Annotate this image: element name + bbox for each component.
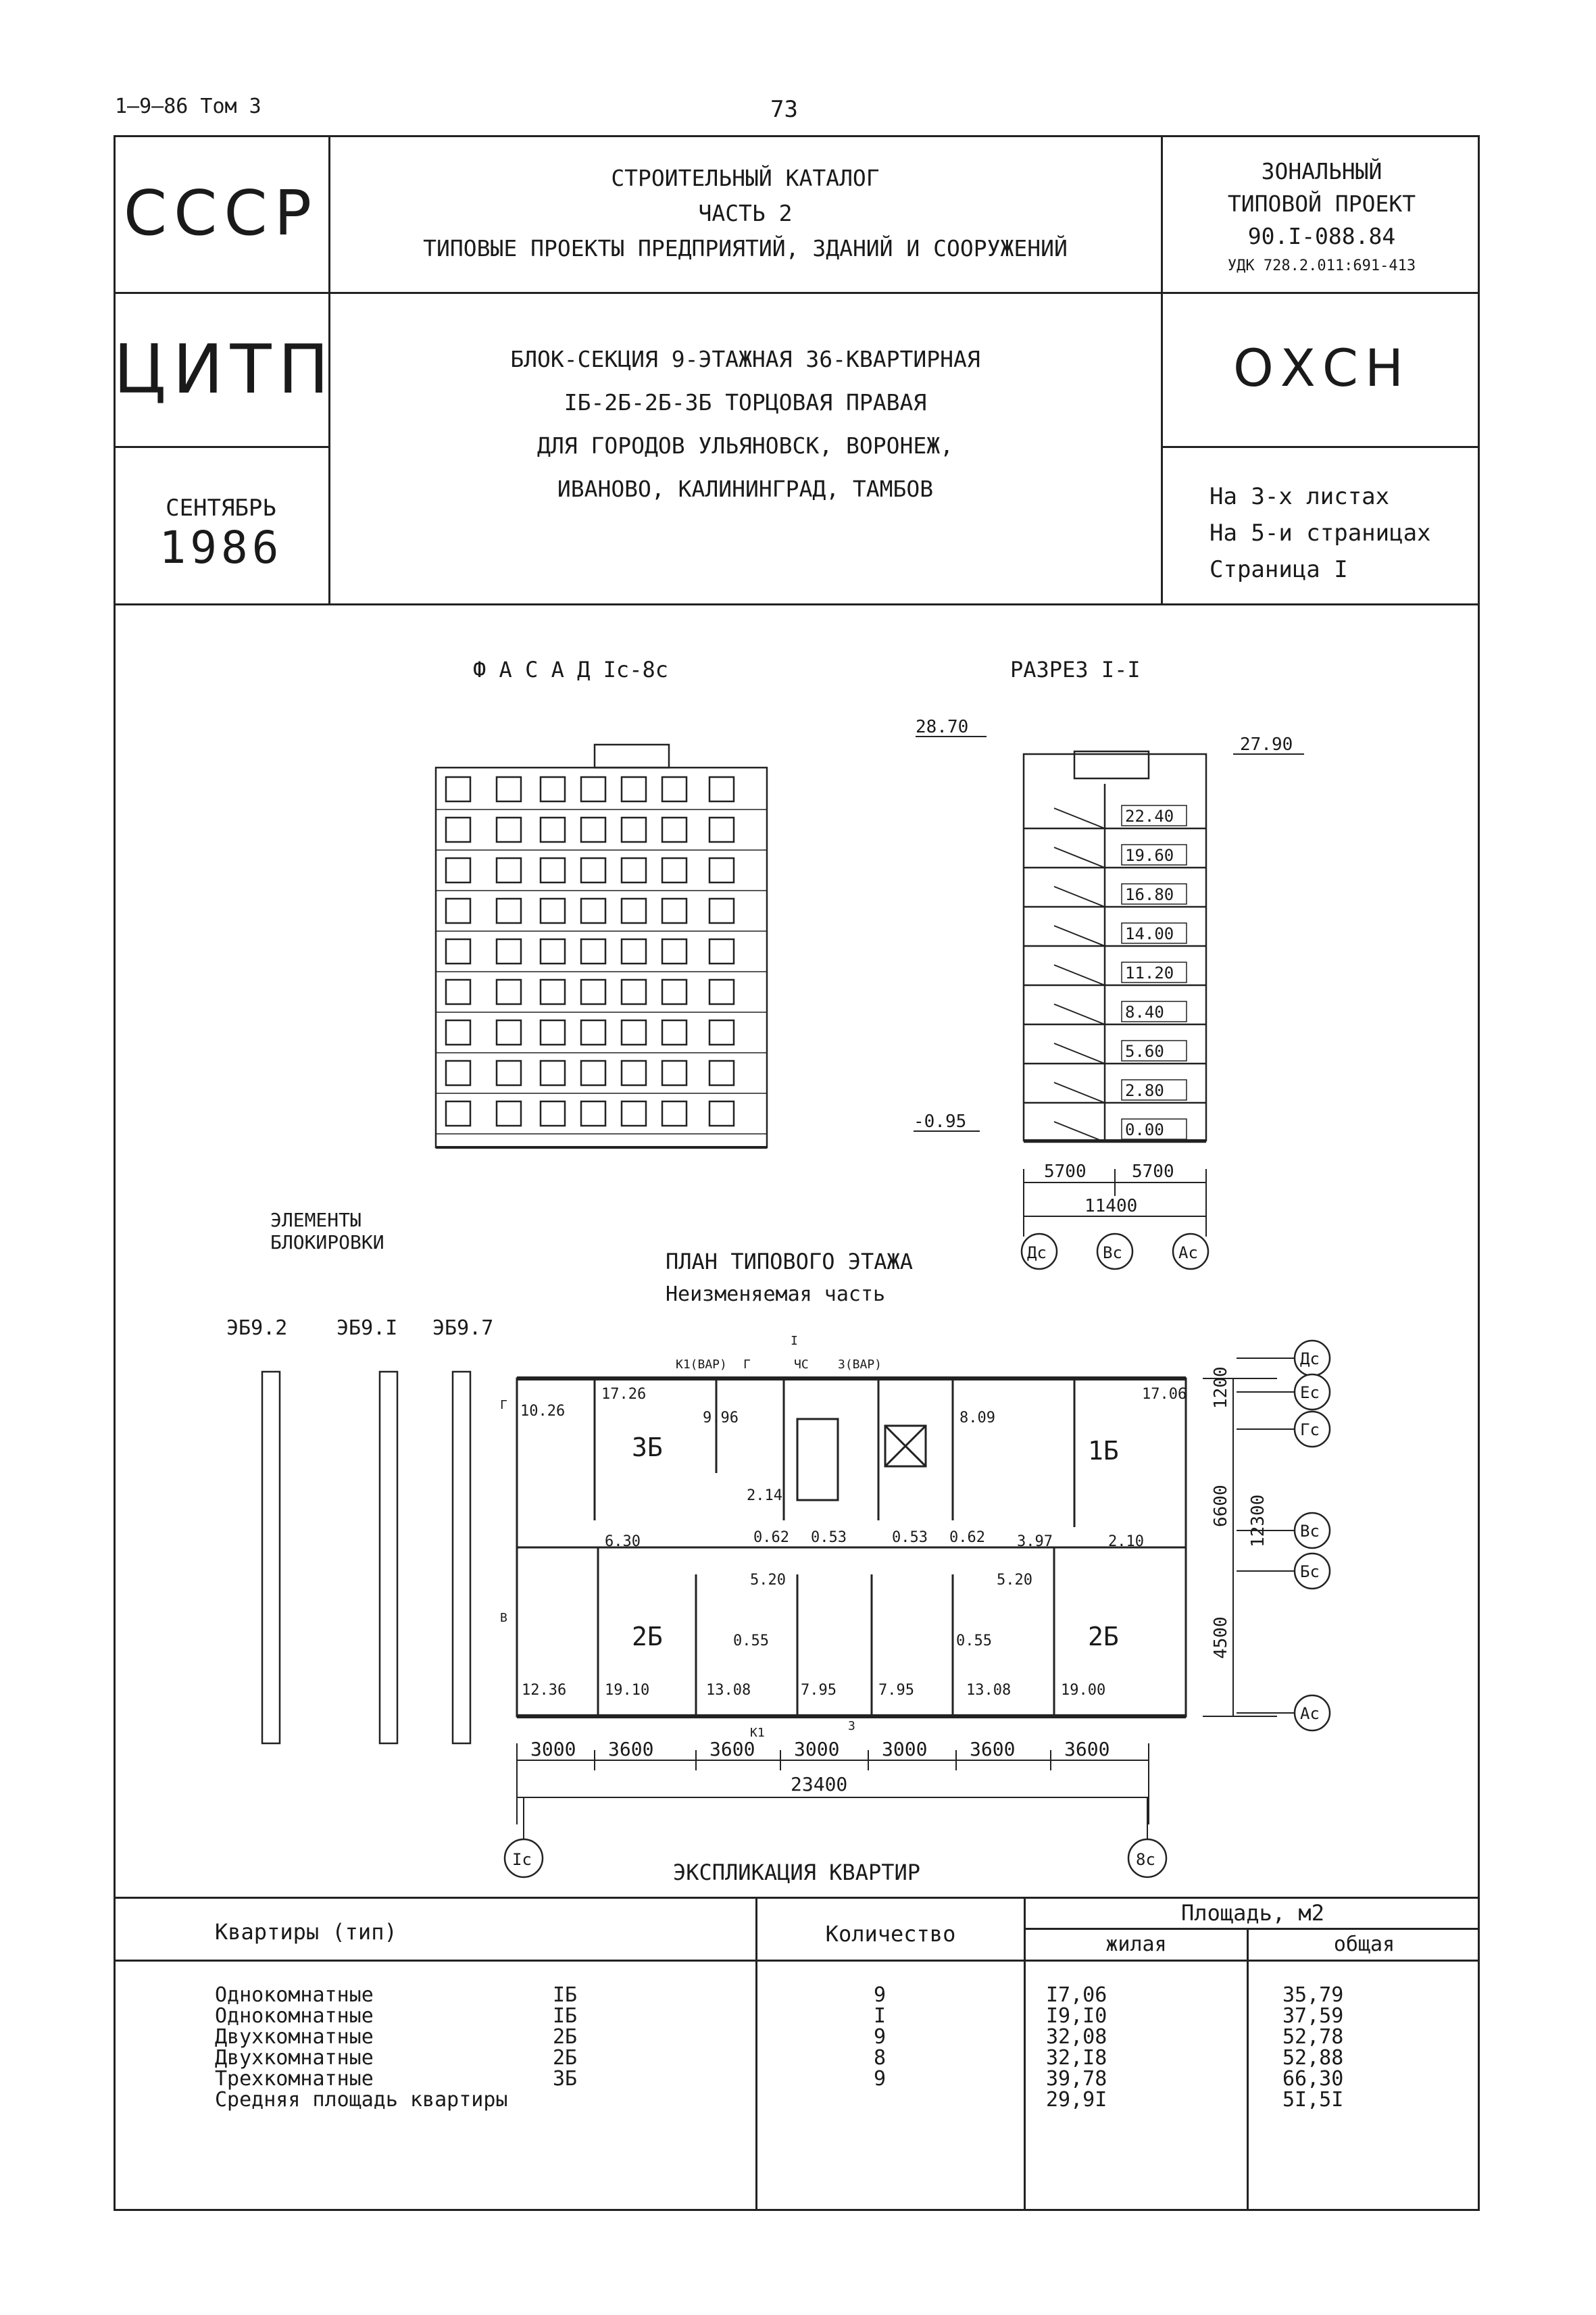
room-area: 7.95 (878, 1682, 914, 1699)
section-drawing (1024, 751, 1206, 1142)
facade-window (581, 1101, 605, 1126)
facade-window (622, 858, 646, 882)
plan-axis-right: Вс (1300, 1522, 1320, 1541)
facade-window (541, 858, 565, 882)
facade-window (622, 1061, 646, 1085)
facade-window (622, 818, 646, 842)
facade-window (446, 858, 470, 882)
apartment-type: 3Б (553, 2067, 578, 2091)
plan-dimensions (517, 1366, 1268, 1795)
facade-window (497, 1101, 521, 1126)
plan-dimension-vertical: 4500 (1211, 1616, 1231, 1659)
facade-window (622, 899, 646, 923)
facade-window (541, 1020, 565, 1045)
section-axis-a: Ас (1178, 1243, 1198, 1262)
pages-count: На 5-и страницах (1210, 520, 1431, 547)
living-area: 32,I8 (1046, 2046, 1107, 2070)
catalog-line-3: ТИПОВЫЕ ПРОЕКТЫ ПРЕДПРИЯТИЙ, ЗДАНИЙ И СООРУЖЕНИЙ (423, 235, 1068, 262)
apartment-label: 1Б (1088, 1436, 1119, 1466)
facade-window (581, 777, 605, 801)
plan-axis-right: Дс (1300, 1349, 1320, 1368)
table-row (215, 2006, 1472, 2027)
catalog-line-2: ЧАСТЬ 2 (698, 200, 793, 226)
facade-window (662, 980, 687, 1004)
title-line-3: ДЛЯ ГОРОДОВ УЛЬЯНОВСК, ВОРОНЕЖ, (537, 432, 953, 459)
facade-window (541, 818, 565, 842)
facade-window (662, 939, 687, 964)
facade-window (622, 1020, 646, 1045)
facade-window (541, 1101, 565, 1126)
section-axis-v: Вс (1103, 1243, 1122, 1262)
total-area: 35,79 (1282, 1983, 1344, 2007)
section-dim-right: 5700 (1132, 1162, 1174, 1182)
room-area: 0.62 (753, 1529, 789, 1546)
living-area: I7,06 (1046, 1983, 1107, 2007)
facade-window (709, 1061, 734, 1085)
room-area: 2.10 (1108, 1533, 1144, 1550)
facade-window (709, 858, 734, 882)
explication-title: ЭКСПЛИКАЦИЯ КВАРТИР (672, 1860, 921, 1885)
living-area: I9,I0 (1046, 2004, 1107, 2028)
room-area: 13.08 (966, 1682, 1012, 1699)
udk-code: УДК 728.2.011:691-413 (1227, 257, 1416, 274)
blocking-element-3: ЭБ9.7 (432, 1316, 494, 1340)
section-level-label: 0.00 (1125, 1120, 1164, 1139)
facade-window (446, 1101, 470, 1126)
facade-window (622, 777, 646, 801)
total-area: 52,78 (1282, 2025, 1344, 2049)
living-area: 32,08 (1046, 2025, 1107, 2049)
sheets-count: На 3-х листах (1210, 483, 1390, 510)
plan-dimension: 3600 (970, 1738, 1016, 1760)
facade-window (662, 818, 687, 842)
facade-window (662, 1061, 687, 1085)
facade-window (446, 1061, 470, 1085)
section-level-label: 5.60 (1125, 1042, 1164, 1061)
plan-dimension: 3600 (709, 1738, 755, 1760)
apartment-type: 2Б (553, 2025, 578, 2049)
facade-window (581, 899, 605, 923)
plan-axes (505, 1341, 1330, 1877)
facade-window (446, 939, 470, 964)
plan-mark: В (500, 1611, 507, 1625)
section-level-label: 19.60 (1125, 846, 1174, 865)
table-top-line (114, 1897, 1480, 1899)
facade-window (662, 858, 687, 882)
facade-window (497, 1061, 521, 1085)
facade-title: Ф А С А Д Iс-8с (473, 657, 668, 682)
blocking-element-2: ЭБ9.I (336, 1316, 398, 1340)
table-head-line (114, 1960, 1480, 1962)
room-area: 12.36 (522, 1682, 567, 1699)
plan-mark: 3(ВАР) (838, 1358, 882, 1372)
blocking-title-2: БЛОКИРОВКИ (270, 1231, 384, 1253)
title-line-1: БЛОК-СЕКЦИЯ 9-ЭТАЖНАЯ 36-КВАРТИРНАЯ (510, 346, 980, 372)
facade-window (662, 777, 687, 801)
facade-window (581, 818, 605, 842)
apartment-count: 9 (874, 2025, 887, 2049)
total-area: 66,30 (1282, 2067, 1344, 2091)
table-row (215, 2090, 1472, 2111)
room-area: 8.09 (959, 1410, 995, 1426)
plan-mark: 3 (848, 1719, 855, 1733)
room-area: 19.00 (1061, 1682, 1106, 1699)
apartment-name: Однокомнатные (215, 2004, 374, 2028)
total-area: 5I,5I (1282, 2088, 1344, 2112)
room-area: 9.96 (703, 1410, 739, 1426)
facade-window (541, 1061, 565, 1085)
org-ussr: СССР (123, 177, 319, 249)
section-level-label: 11.20 (1125, 964, 1174, 982)
apartment-name: Однокомнатные (215, 1983, 374, 2007)
section-level-label: 16.80 (1125, 885, 1174, 904)
facade-window (662, 1020, 687, 1045)
section-top-right-level: 27.90 (1240, 735, 1293, 755)
apartment-type: 2Б (553, 2046, 578, 2070)
page-number: 73 (770, 96, 798, 123)
facade-window (446, 777, 470, 801)
col-header-area: Площадь, м2 (1181, 1900, 1324, 1926)
table-row (215, 2048, 1472, 2069)
facade-window (446, 899, 470, 923)
facade-window (446, 1020, 470, 1045)
room-area: 6.30 (605, 1533, 641, 1550)
facade-window (622, 939, 646, 964)
section-level-label: 2.80 (1125, 1081, 1164, 1100)
table-row (215, 1985, 1472, 2006)
room-area: 7.95 (801, 1682, 837, 1699)
facade-window (709, 777, 734, 801)
total-area: 37,59 (1282, 2004, 1344, 2028)
plan-dimension: 3000 (530, 1738, 576, 1760)
plan-dimension: 3000 (882, 1738, 928, 1760)
facade-window (497, 777, 521, 801)
facade-window (497, 818, 521, 842)
plan-dimension: 3000 (794, 1738, 840, 1760)
facade-window (541, 939, 565, 964)
plan-mark: К1 (750, 1726, 765, 1740)
room-area: 17.06 (1142, 1386, 1187, 1403)
section-level-label: 14.00 (1125, 924, 1174, 943)
facade-window (622, 980, 646, 1004)
apartment-label: 3Б (632, 1433, 663, 1462)
room-area: 2.14 (747, 1487, 782, 1504)
title-line-2: IБ-2Б-2Б-3Б ТОРЦОВАЯ ПРАВАЯ (564, 389, 927, 416)
facade-window (497, 1020, 521, 1045)
facade-window (709, 939, 734, 964)
project-line-2: ТИПОВОЙ ПРОЕКТ (1227, 191, 1416, 217)
plan-mark: I (791, 1334, 798, 1348)
plan-axis-right: Ас (1300, 1704, 1320, 1723)
apartment-label: 2Б (632, 1622, 663, 1651)
section-dim-left: 5700 (1044, 1162, 1087, 1182)
room-area: 0.55 (733, 1633, 769, 1649)
facade-window (662, 899, 687, 923)
plan-dimension-vertical: 6600 (1211, 1485, 1231, 1527)
facade-window (497, 939, 521, 964)
room-area: 0.53 (811, 1529, 847, 1546)
section-title: РАЗРЕЗ I-I (1010, 657, 1141, 682)
table-row (215, 2069, 1472, 2090)
facade-window (497, 858, 521, 882)
plan-dimension-vertical: 1200 (1211, 1366, 1231, 1409)
apartment-count: 8 (874, 2046, 887, 2070)
apartment-count: 9 (874, 1983, 887, 2007)
facade-window (581, 1061, 605, 1085)
project-line-1: ЗОНАЛЬНЫЙ (1261, 158, 1382, 184)
apartment-name: Двухкомнатные (215, 2046, 374, 2070)
facade-window (709, 1020, 734, 1045)
room-area: 0.53 (892, 1529, 928, 1546)
facade-window (581, 939, 605, 964)
apartment-type: IБ (553, 2004, 578, 2028)
room-area: 10.26 (520, 1403, 566, 1420)
total-area: 52,88 (1282, 2046, 1344, 2070)
section-top-left-level: 28.70 (916, 717, 969, 737)
plan-mark: К1(ВАР) (676, 1358, 727, 1372)
room-area: 5.20 (997, 1572, 1032, 1589)
plan-total-dimension: 23400 (791, 1773, 848, 1795)
project-code: ОХСН (1232, 338, 1411, 398)
plan-axis-bottom: Iс (512, 1850, 532, 1869)
facade-window (709, 1101, 734, 1126)
facade-window (541, 899, 565, 923)
facade-window (709, 980, 734, 1004)
table-row (215, 2027, 1472, 2048)
table-subhead-line (1024, 1928, 1480, 1930)
apartment-label: 2Б (1088, 1622, 1119, 1651)
plan-dimension: 3600 (1064, 1738, 1110, 1760)
section-level-label: 8.40 (1125, 1003, 1164, 1022)
apartment-type: IБ (553, 1983, 578, 2007)
month: СЕНТЯБРЬ (166, 495, 276, 522)
room-area: 17.26 (601, 1386, 647, 1403)
plan-axis-right: Ес (1300, 1383, 1320, 1402)
plan-title: ПЛАН ТИПОВОГО ЭТАЖА (666, 1249, 914, 1274)
section-level-label: 22.40 (1125, 807, 1174, 826)
plan-axis-right: Гс (1300, 1420, 1320, 1439)
col-header-total: общая (1333, 1933, 1395, 1956)
facade-window (446, 980, 470, 1004)
living-area: 39,78 (1046, 2067, 1107, 2091)
facade-window (709, 899, 734, 923)
facade-window (541, 777, 565, 801)
title-line-4: ИВАНОВО, КАЛИНИНГРАД, ТАМБОВ (557, 476, 934, 502)
plan-mark: ЧС (794, 1358, 809, 1372)
facade-window (581, 980, 605, 1004)
plan-mark: Г (743, 1358, 751, 1372)
plan-dimension-vertical: 12300 (1248, 1494, 1268, 1547)
room-area: 19.10 (605, 1682, 650, 1699)
facade-window (446, 818, 470, 842)
apartment-count: I (874, 2004, 887, 2028)
plan-axis-bottom: 8с (1136, 1850, 1155, 1869)
room-area: 13.08 (706, 1682, 751, 1699)
facade-window (581, 858, 605, 882)
room-area: 0.55 (956, 1633, 992, 1649)
section-axis-d: Дс (1027, 1243, 1047, 1262)
col-header-living: жилая (1105, 1933, 1167, 1956)
room-area: 0.62 (949, 1529, 985, 1546)
blocking-title-1: ЭЛЕМЕНТЫ (270, 1209, 361, 1231)
page-index: Страница I (1210, 556, 1348, 583)
plan-axis-right: Бс (1300, 1562, 1320, 1581)
plan-mark: Г (500, 1398, 507, 1412)
plan-labels (500, 1334, 1187, 1740)
col-header-count: Количество (825, 1921, 956, 1947)
explication-rows (215, 1985, 1472, 2111)
apartment-count: 9 (874, 2067, 887, 2091)
facade-drawing (436, 745, 767, 1147)
facade-window (581, 1020, 605, 1045)
apartment-name: Двухкомнатные (215, 2025, 374, 2049)
year: 1986 (159, 522, 283, 574)
section-bottom-level: -0.95 (914, 1112, 967, 1132)
apartment-name: Трехкомнатные (215, 2067, 374, 2091)
apartment-name: Средняя площадь квартиры (215, 2088, 508, 2112)
document-reference: 1—9—86 Том 3 (115, 95, 261, 118)
room-area: 5.20 (750, 1572, 786, 1589)
room-area: 3.97 (1017, 1533, 1053, 1550)
facade-window (622, 1101, 646, 1126)
col-header-type: Квартиры (тип) (215, 1919, 397, 1945)
living-area: 29,9I (1046, 2088, 1107, 2112)
facade-window (497, 899, 521, 923)
section-dim-total: 11400 (1084, 1196, 1138, 1216)
facade-window (497, 980, 521, 1004)
org-citp: ЦИТП (114, 330, 336, 409)
blocking-strips (262, 1372, 470, 1743)
plan-subtitle: Неизменяемая часть (666, 1283, 886, 1306)
plan-dimension: 3600 (608, 1738, 654, 1760)
project-number: 90.I-088.84 (1247, 223, 1396, 249)
facade-window (662, 1101, 687, 1126)
facade-window (541, 980, 565, 1004)
catalog-line-1: СТРОИТЕЛЬНЫЙ КАТАЛОГ (611, 165, 880, 191)
blocking-element-1: ЭБ9.2 (226, 1316, 288, 1340)
facade-window (709, 818, 734, 842)
